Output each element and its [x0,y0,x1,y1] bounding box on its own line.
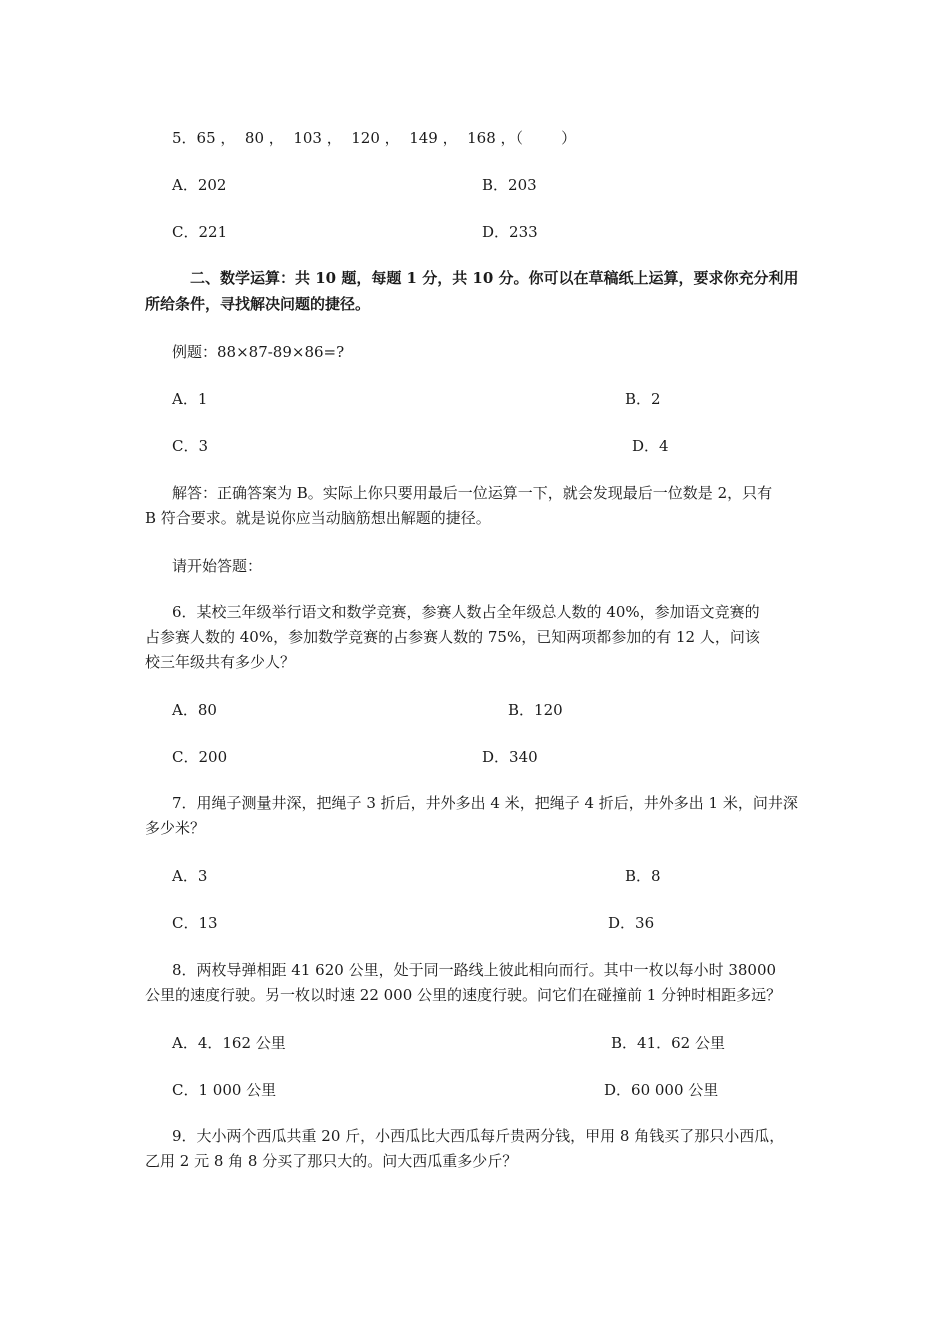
example-answer-line1: 解答：正确答案为 B。实际上你只要用最后一位运算一下，就会发现最后一位数是 2，只有 [172,484,773,502]
example-option-c: C．3 [172,437,209,455]
section2-heading-line2: 所给条件，寻找解决问题的捷径。 [145,295,371,313]
q7-line2: 多少米？ [145,819,206,837]
q9-line2: 乙用 2 元 8 角 8 分买了那只大的。问大西瓜重多少斤？ [145,1152,518,1170]
example-answer-line2: B 符合要求。就是说你应当动脑筋想出解题的捷径。 [145,509,491,527]
q5-option-c: C．221 [172,223,228,241]
q5-option-d: D．233 [482,223,538,241]
q7-option-b: B．8 [625,867,661,885]
q5-option-a: A．202 [172,176,227,194]
example-option-d: D．4 [632,437,669,455]
q7-option-c: C．13 [172,914,218,932]
q5-stem: 5．65 ， 80 ， 103 ， 120 ， 149 ， 168 ，（ ） [172,129,577,147]
example-stem: 例题：88×87-89×86=? [172,343,345,361]
q8-option-b: B．41．62 公里 [611,1034,725,1052]
section2-heading-line1: 二、数学运算：共 10 题，每题 1 分，共 10 分。你可以在草稿纸上运算，要求你充分利用 [190,269,799,287]
q8-option-c: C．1 000 公里 [172,1081,277,1099]
q5-option-b: B．203 [482,176,537,194]
q6-option-a: A．80 [172,701,217,719]
q6-option-c: C．200 [172,748,228,766]
q8-option-a: A．4．162 公里 [172,1034,286,1052]
q8-line2: 公里的速度行驶。另一枚以时速 22 000 公里的速度行驶。问它们在碰撞前 1 分钟时相距多远？ [145,986,782,1004]
example-option-a: A．1 [172,390,208,408]
example-option-b: B．2 [625,390,661,408]
q6-option-d: D．340 [482,748,538,766]
q8-option-d: D．60 000 公里 [604,1081,719,1099]
q8-line1: 8．两枚导弹相距 41 620 公里，处于同一路线上彼此相向而行。其中一枚以每小时 38000 [172,961,777,979]
q6-line2: 占参赛人数的 40%，参加数学竞赛的占参赛人数的 75%，已知两项都参加的有 12 人，问该 [145,628,760,646]
q6-line3: 校三年级共有多少人？ [145,653,296,671]
q7-option-a: A．3 [172,867,208,885]
q9-line1: 9．大小两个西瓜共重 20 斤，小西瓜比大西瓜每斤贵两分钱，甲用 8 角钱买了那只小西瓜， [172,1127,785,1145]
q6-line1: 6．某校三年级举行语文和数学竞赛，参赛人数占全年级总人数的 40%，参加语文竞赛的 [172,603,760,621]
q6-option-b: B．120 [508,701,563,719]
q7-option-d: D．36 [608,914,655,932]
q7-line1: 7．用绳子测量井深，把绳子 3 折后，井外多出 4 米，把绳子 4 折后，井外多出 1 米，问井深 [172,794,798,812]
start-prompt: 请开始答题： [172,557,263,575]
